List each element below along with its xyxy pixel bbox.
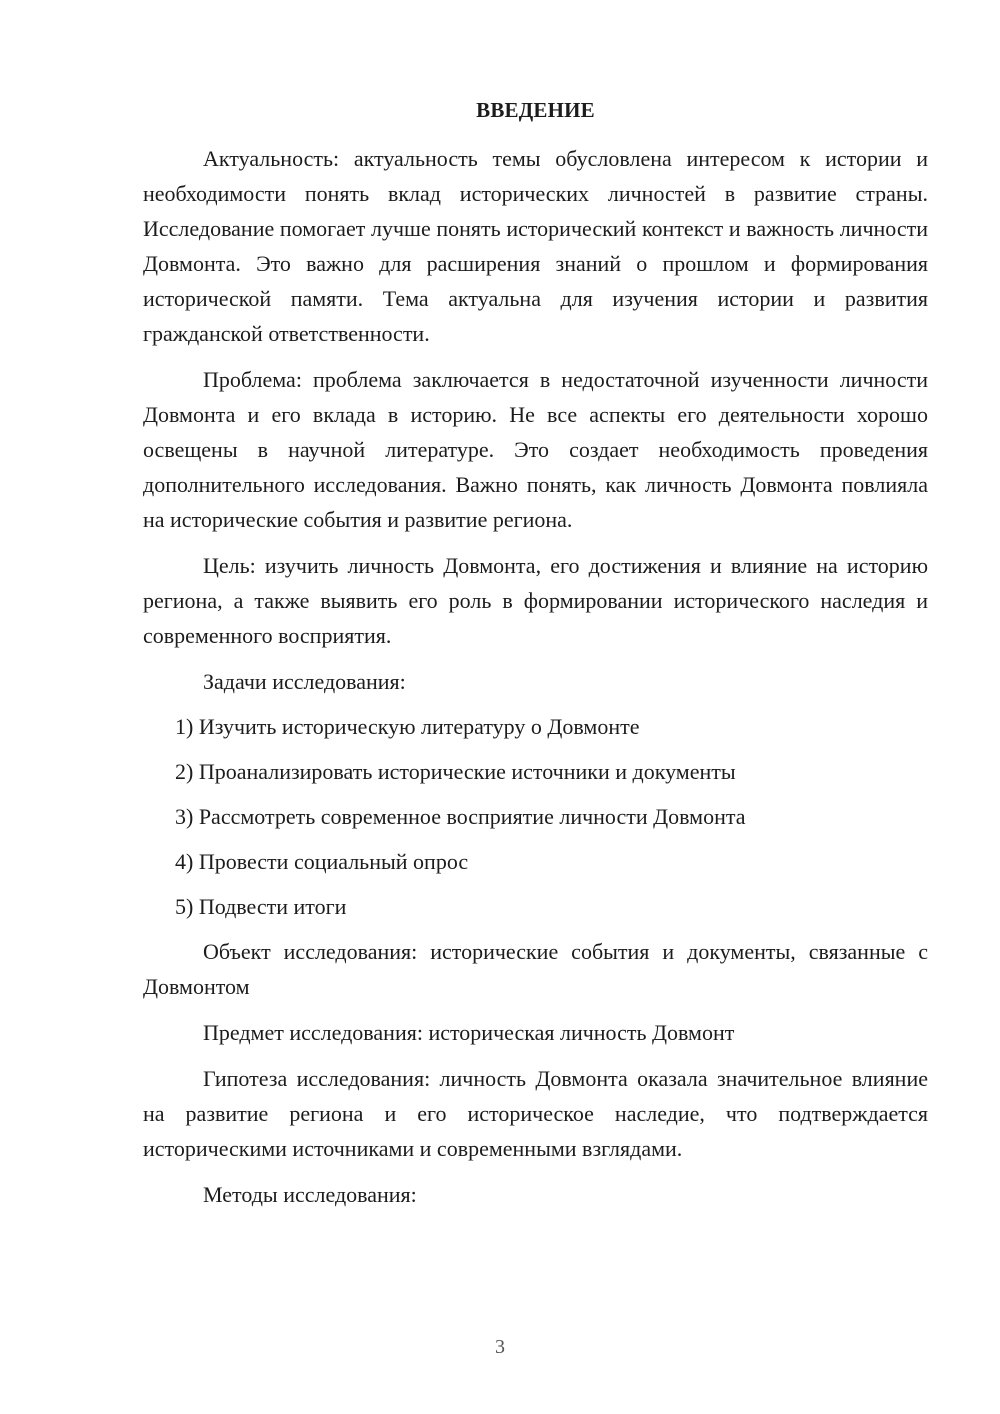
- document-body: [143, 141, 928, 1212]
- page-title: ВВЕДЕНИЕ: [476, 98, 595, 122]
- tasks-heading: Задачи исследования:: [203, 669, 406, 694]
- subject-paragraph: Предмет исследования: историческая личность Довмонт: [203, 1020, 735, 1045]
- problem-paragraph: Проблема: проблема заключается в недостаточной изученности личности Довмонта и его вклада в историю. Не все аспекты его деятельности хорошо освещены в научной литературе. Это создает необходимость проведения дополнительного исследования. Важно понять, как личность Довмонта повлияла на исторические события и развитие региона.: [143, 367, 928, 532]
- list-item: 5) Подвести итоги: [175, 894, 347, 919]
- list-item: 4) Провести социальный опрос: [175, 849, 469, 874]
- hypothesis-paragraph: Гипотеза исследования: личность Довмонта оказала значительное влияние на развитие региона и его историческое наследие, что подтверждается историческими источниками и современными взглядами.: [143, 1066, 928, 1161]
- relevance-paragraph: Актуальность: актуальность темы обусловлена интересом к истории и необходимости понять вклад исторических личностей в развитие страны. Исследование помогает лучше понять исторический контекст и важность личности Довмонта. Это важно для расширения знаний о прошлом и формирования исторической памяти. Тема актуальна для изучения истории и развития гражданской ответственности.: [143, 146, 928, 346]
- methods-heading: Методы исследования:: [203, 1182, 417, 1207]
- tasks-list: [143, 709, 928, 924]
- list-item: 3) Рассмотреть современное восприятие личности Довмонта: [175, 804, 746, 829]
- goal-paragraph: Цель: изучить личность Довмонта, его достижения и влияние на историю региона, а также выявить его роль в формировании исторического наследия и современного восприятия.: [143, 553, 928, 648]
- page-number: 3: [495, 1336, 505, 1358]
- list-item: 1) Изучить историческую литературу о Довмонте: [175, 714, 640, 739]
- object-paragraph: Объект исследования: исторические события и документы, связанные с Довмонтом: [143, 939, 928, 999]
- list-item: 2) Проанализировать исторические источники и документы: [175, 759, 736, 784]
